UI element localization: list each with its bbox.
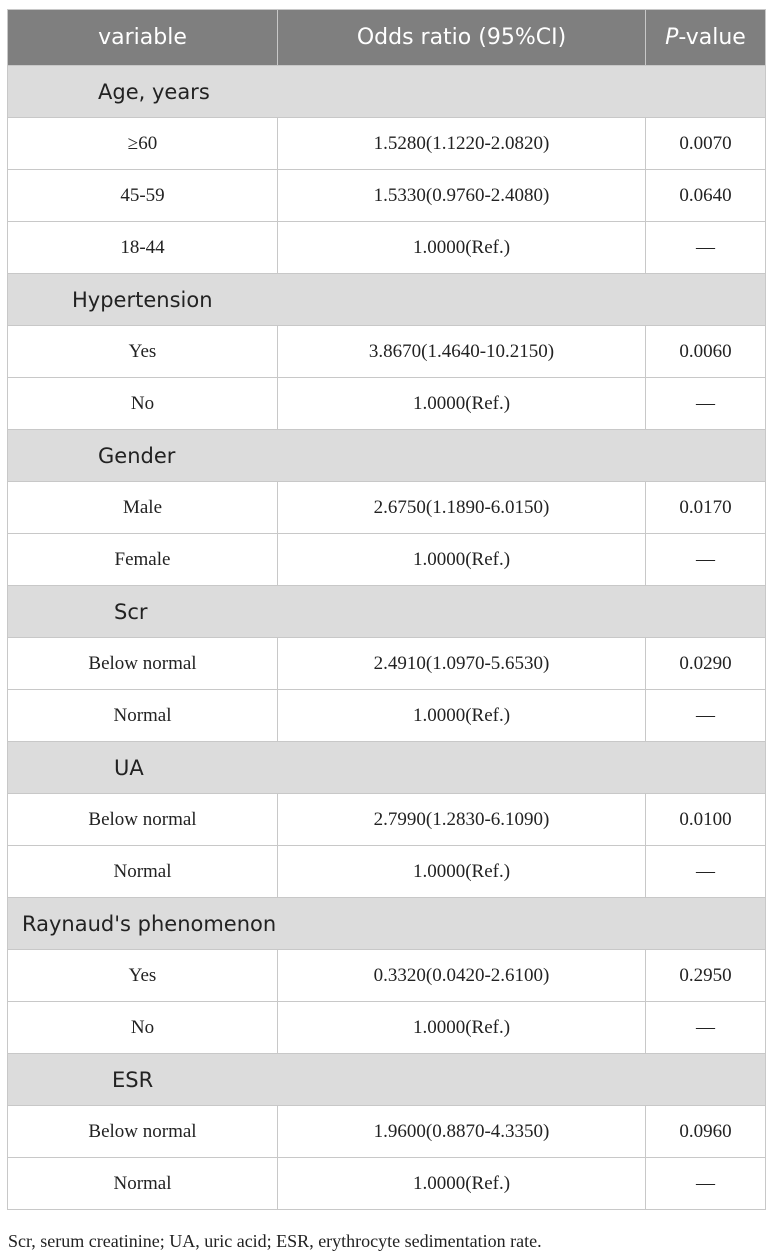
table-row bbox=[8, 534, 766, 586]
group-label: ESR bbox=[112, 1067, 154, 1092]
odds-ratio-value: 1.0000(Ref.) bbox=[278, 534, 646, 586]
odds-ratio-value: 2.7990(1.2830-6.1090) bbox=[278, 794, 646, 846]
group-row bbox=[8, 1054, 766, 1106]
table-row bbox=[8, 690, 766, 742]
p-value: — bbox=[646, 1158, 766, 1210]
row-label: No bbox=[8, 378, 278, 430]
header-odds-ratio: Odds ratio (95%CI) bbox=[278, 10, 646, 66]
p-value: 0.0070 bbox=[646, 118, 766, 170]
p-value: — bbox=[646, 690, 766, 742]
row-label: Normal bbox=[8, 1158, 278, 1210]
table-row bbox=[8, 378, 766, 430]
row-label: Below normal bbox=[8, 638, 278, 690]
odds-ratio-value: 2.6750(1.1890-6.0150) bbox=[278, 482, 646, 534]
group-row bbox=[8, 66, 766, 118]
row-label: Below normal bbox=[8, 1106, 278, 1158]
odds-ratio-table bbox=[7, 9, 766, 1210]
row-label: ≥60 bbox=[8, 118, 278, 170]
table-row bbox=[8, 794, 766, 846]
header-p-rest: -value bbox=[678, 25, 746, 50]
header-p-value bbox=[646, 10, 766, 66]
odds-ratio-value: 1.0000(Ref.) bbox=[278, 222, 646, 274]
row-label: 45-59 bbox=[8, 170, 278, 222]
p-value: — bbox=[646, 1002, 766, 1054]
group-label: UA bbox=[114, 755, 144, 780]
group-label: Hypertension bbox=[72, 287, 213, 312]
p-value: 0.0640 bbox=[646, 170, 766, 222]
group-cell bbox=[8, 742, 766, 794]
odds-ratio-value: 1.0000(Ref.) bbox=[278, 1002, 646, 1054]
group-row bbox=[8, 430, 766, 482]
group-row bbox=[8, 274, 766, 326]
odds-ratio-value: 1.0000(Ref.) bbox=[278, 378, 646, 430]
row-label: Female bbox=[8, 534, 278, 586]
group-cell bbox=[8, 898, 766, 950]
table-header bbox=[8, 10, 766, 66]
p-value: 0.0290 bbox=[646, 638, 766, 690]
table-row bbox=[8, 846, 766, 898]
odds-ratio-value: 3.8670(1.4640-10.2150) bbox=[278, 326, 646, 378]
header-row bbox=[8, 10, 766, 66]
p-value: — bbox=[646, 534, 766, 586]
group-cell bbox=[8, 586, 766, 638]
table-row bbox=[8, 482, 766, 534]
group-label: Scr bbox=[114, 599, 148, 624]
table-row bbox=[8, 170, 766, 222]
group-cell bbox=[8, 1054, 766, 1106]
table-row bbox=[8, 326, 766, 378]
header-variable: variable bbox=[8, 10, 278, 66]
row-label: Yes bbox=[8, 326, 278, 378]
table-footnote: Scr, serum creatinine; UA, uric acid; ESR, erythrocyte sedimentation rate. bbox=[8, 1231, 542, 1251]
odds-ratio-value: 1.0000(Ref.) bbox=[278, 846, 646, 898]
odds-ratio-value: 1.0000(Ref.) bbox=[278, 1158, 646, 1210]
table-row bbox=[8, 1106, 766, 1158]
p-value: 0.0060 bbox=[646, 326, 766, 378]
group-label: Gender bbox=[98, 443, 176, 468]
group-cell bbox=[8, 66, 766, 118]
row-label: 18-44 bbox=[8, 222, 278, 274]
group-cell bbox=[8, 274, 766, 326]
group-row bbox=[8, 586, 766, 638]
odds-ratio-value: 1.0000(Ref.) bbox=[278, 690, 646, 742]
table-row bbox=[8, 1002, 766, 1054]
odds-ratio-value: 1.5330(0.9760-2.4080) bbox=[278, 170, 646, 222]
odds-ratio-value: 1.5280(1.1220-2.0820) bbox=[278, 118, 646, 170]
p-value: 0.0960 bbox=[646, 1106, 766, 1158]
row-label: Normal bbox=[8, 690, 278, 742]
p-value: — bbox=[646, 846, 766, 898]
table-row bbox=[8, 638, 766, 690]
p-value: 0.0100 bbox=[646, 794, 766, 846]
p-value: — bbox=[646, 378, 766, 430]
table-row bbox=[8, 118, 766, 170]
row-label: Below normal bbox=[8, 794, 278, 846]
odds-ratio-value: 2.4910(1.0970-5.6530) bbox=[278, 638, 646, 690]
p-value: — bbox=[646, 222, 766, 274]
row-label: Yes bbox=[8, 950, 278, 1002]
header-p-italic: P bbox=[665, 25, 679, 50]
row-label: No bbox=[8, 1002, 278, 1054]
row-label: Male bbox=[8, 482, 278, 534]
group-cell bbox=[8, 430, 766, 482]
group-row bbox=[8, 742, 766, 794]
table-row bbox=[8, 950, 766, 1002]
row-label: Normal bbox=[8, 846, 278, 898]
odds-ratio-value: 0.3320(0.0420-2.6100) bbox=[278, 950, 646, 1002]
table-row bbox=[8, 222, 766, 274]
p-value: 0.2950 bbox=[646, 950, 766, 1002]
odds-ratio-value: 1.9600(0.8870-4.3350) bbox=[278, 1106, 646, 1158]
group-label: Age, years bbox=[98, 79, 210, 104]
table-row bbox=[8, 1158, 766, 1210]
group-label: Raynaud's phenomenon bbox=[22, 911, 277, 936]
table-body bbox=[8, 66, 766, 1210]
group-row bbox=[8, 898, 766, 950]
p-value: 0.0170 bbox=[646, 482, 766, 534]
